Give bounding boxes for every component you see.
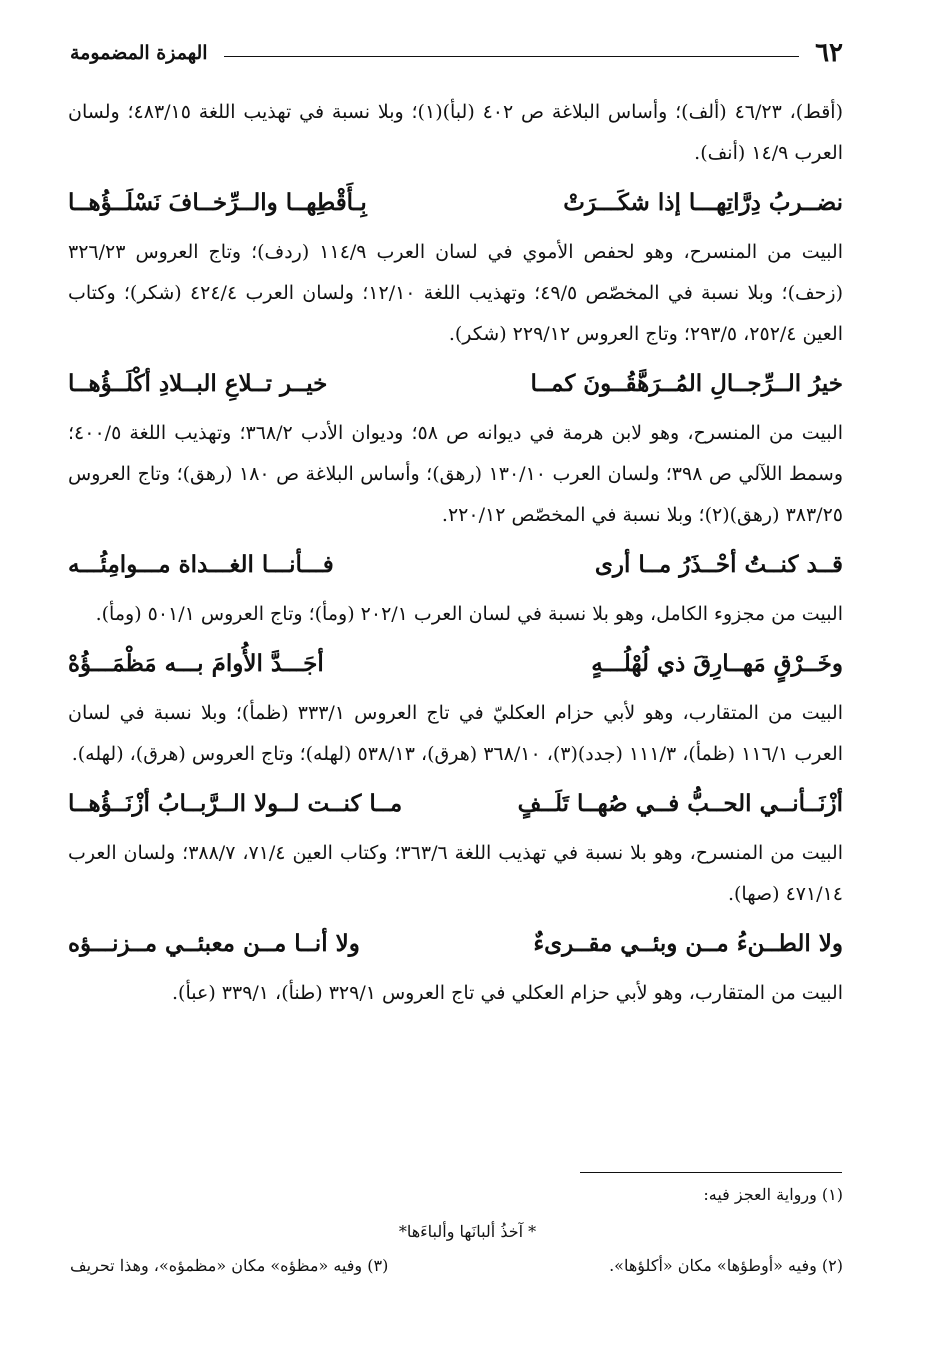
verse-first-hemistich: وخَــرْقٍ مَهــارِقَ ذي لُهْلُـــهٍ xyxy=(591,650,843,677)
poem-verse xyxy=(68,635,843,693)
citation-paragraph: البيت من المتقارب، وهو لأبي حزام العكلي في تاج العروس ٣٢٩/١ (طنأ)، ٣٣٩/١ (عبأ). xyxy=(172,982,843,1004)
verse-second-hemistich: مــا كنــت لــولا الــرَّبــابُ أزْنَــؤُهــا xyxy=(68,790,403,817)
citation-paragraph: البيت من المنسرح، وهو لحفص الأموي في لسان العرب ١١٤/٩ (ردف)؛ وتاج العروس ٣٢٦/٢٣ (زحف)؛ وبلا نسبة في المخصّص ٤٩/٥؛ وتهذيب اللغة ١٢/١٠؛ ولسان العرب ٤٢٤/٤ (شكر)؛ وكتاب العين ٢٥٢/٤، ٢٩٣/٥؛ وتاج العروس ٢٢٩/١٢ (شكر). xyxy=(68,241,843,345)
verse-first-hemistich: نضــربُ دِرَّاتِهـــا إذا شكَـــرَتْ xyxy=(563,189,843,216)
verse-first-hemistich: أزْنَــأنــي الحــبُّ فــي صُهــا تَلَــفٍ xyxy=(517,790,843,817)
footnote-separator xyxy=(580,1172,842,1173)
poem-verse xyxy=(68,536,843,594)
footnote-1: (١) ورواية العجز فيه: xyxy=(703,1185,843,1204)
poem-verse xyxy=(68,915,843,973)
page-body xyxy=(68,92,843,1014)
poem-verse xyxy=(68,174,843,232)
verse-first-hemistich: ولا الطــنءُ مــن وبئــي مقــرىءٌ xyxy=(533,930,843,957)
verse-second-hemistich: فـــأنـــا الغـــداة مـــوامِئُـــه xyxy=(68,551,334,578)
verse-second-hemistich: خيــر تــلاعِ البــلادِ أكْلَــؤُهــا xyxy=(68,370,328,397)
page-number: ٦٢ xyxy=(815,38,843,68)
header-rule xyxy=(224,56,800,57)
citation-paragraph: (أقط)، ٤٦/٢٣ (ألف)؛ وأساس البلاغة ص ٤٠٢ (لبأ)(١)؛ وبلا نسبة في تهذيب اللغة ٤٨٣/١٥؛ ولسان العرب ١٤/٩ (أنف). xyxy=(68,101,843,164)
citation-paragraph: البيت من المنسرح، وهو بلا نسبة في تهذيب اللغة ٣٦٣/٦؛ وكتاب العين ٧١/٤، ٣٨٨/٧؛ ولسان العرب ٤٧١/١٤ (صها). xyxy=(68,842,843,905)
running-title: الهمزة المضمومة xyxy=(70,42,208,64)
footnote-1-verse: * آخذُ ألبانَها وألباءَها* xyxy=(398,1222,537,1241)
poem-verse xyxy=(68,775,843,833)
citation-paragraph: البيت من المتقارب، وهو لأبي حزام العكليّ في تاج العروس ٣٣٣/١ (ظمأ)؛ وبلا نسبة في لسان العرب ١١٦/١ (ظمأ)، ١١١/٣ (جدد)(٣)، ٣٦٨/١٠ (هرق)، ٥٣٨/١٣ (لهله)؛ وتاج العروس (هرق)، (لهله). xyxy=(68,702,843,765)
page-header xyxy=(70,36,843,70)
verse-first-hemistich: خيرُ الــرِّجــالِ المُــرَهَّقُــونَ كمــا xyxy=(530,370,843,397)
verse-second-hemistich: أجَـــدَّ الأُوامَ بـــه مَظْمَـــؤُهْ xyxy=(68,650,324,677)
citation-paragraph: البيت من مجزوء الكامل، وهو بلا نسبة في لسان العرب ٢٠٢/١ (ومأ)؛ وتاج العروس ٥٠١/١ (ومأ). xyxy=(95,603,843,625)
verse-second-hemistich: بِـأَقْطِهــا والــرِّخــافَ نَسْلَــؤُهــا xyxy=(68,189,367,216)
citation-paragraph: البيت من المنسرح، وهو لابن هرمة في ديوانه ص ٥٨؛ وديوان الأدب ٣٦٨/٢؛ وتهذيب اللغة ٤٠٠/٥؛ وسمط اللآلي ص ٣٩٨؛ ولسان العرب ١٣٠/١٠ (رهق)؛ وأساس البلاغة ص ١٨٠ (رهق)؛ وتاج العروس ٣٨٣/٢٥ (رهق)(٢)؛ وبلا نسبة في المخصّص ٢٢٠/١٢. xyxy=(68,422,843,526)
verse-first-hemistich: قــد كنــتُ أحْــذَرُ مــا أرى xyxy=(594,551,843,578)
poem-verse xyxy=(68,355,843,413)
footnote-3: (٣) وفيه «مظؤه» مكان «مظمؤه»، وهذا تحريف xyxy=(70,1256,389,1275)
footnote-2: (٢) وفيه «أوطؤها» مكان «أكلؤها». xyxy=(609,1256,843,1275)
verse-second-hemistich: ولا أنــا مــن معبئــي مــزنـــؤه xyxy=(68,930,360,957)
